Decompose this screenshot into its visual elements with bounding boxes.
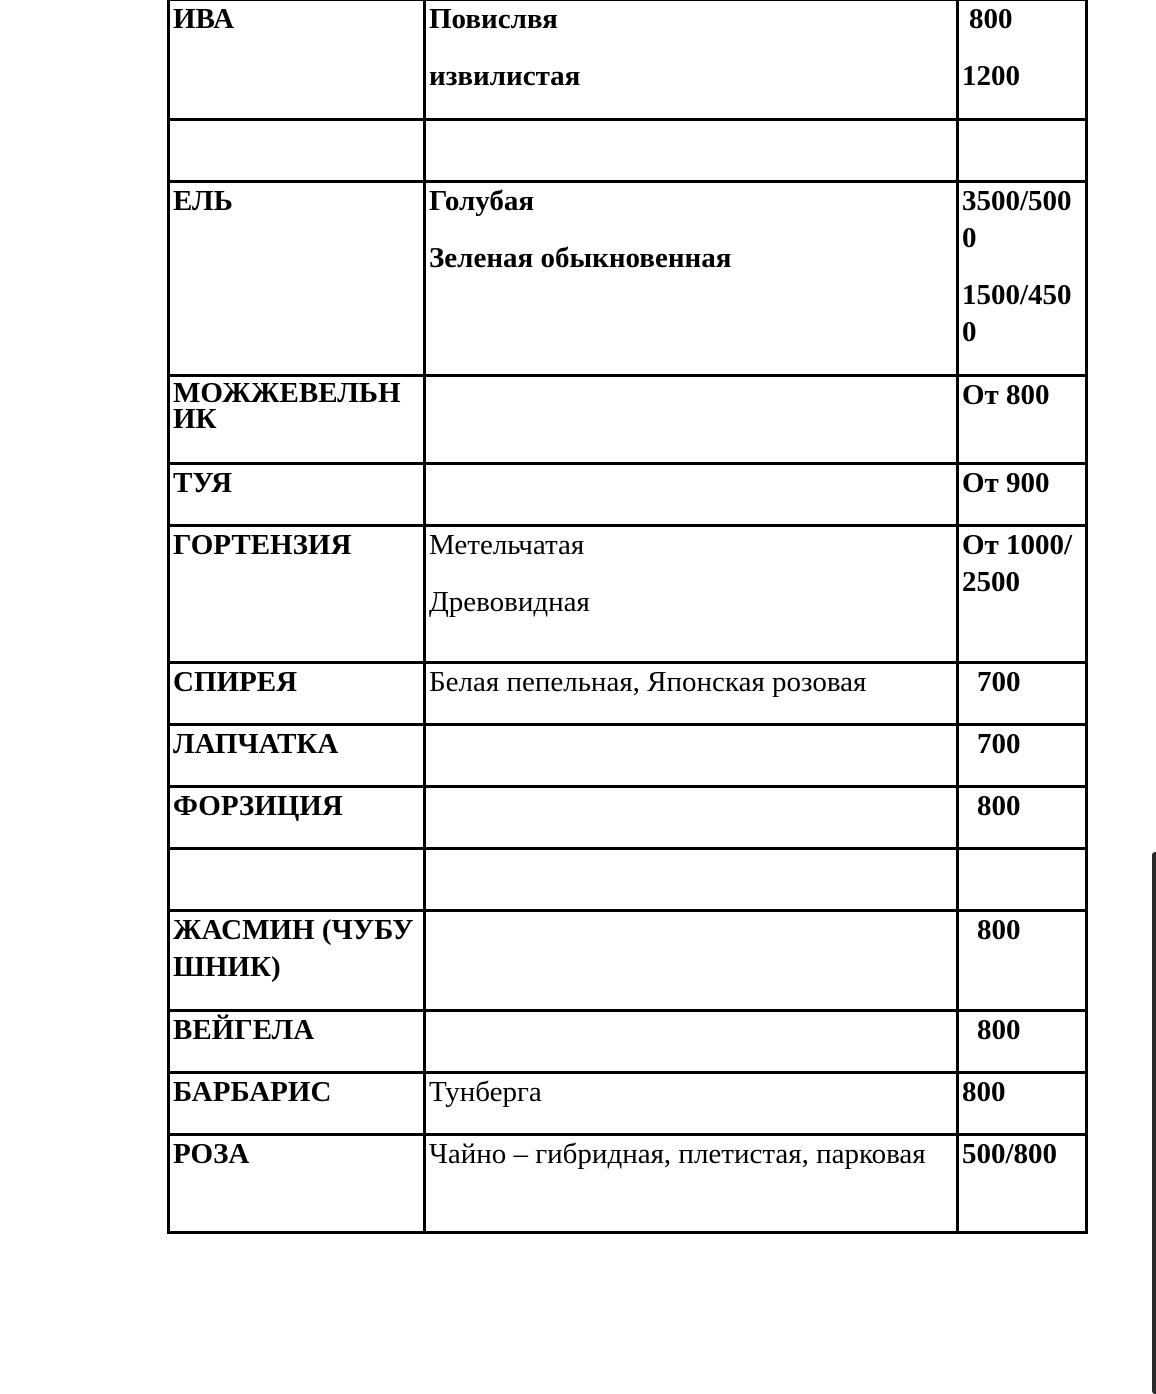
price-text: 800 <box>977 914 1021 946</box>
plant-name: ФОРЗИЦИЯ <box>173 790 343 822</box>
variety-text: Белая пепельная, Японская розовая <box>429 666 867 698</box>
table-row <box>169 182 1087 376</box>
plant-name-cell <box>169 464 425 526</box>
plant-name: ЕЛЬ <box>173 185 233 217</box>
price-text: 800 <box>977 1014 1021 1046</box>
plant-name-cell <box>169 1073 425 1135</box>
variety-text: Чайно – гибридная, плетистая, парковая <box>429 1138 926 1170</box>
price-cell <box>958 120 1087 182</box>
price-text: От 900 <box>962 467 1050 499</box>
table-row <box>169 663 1087 725</box>
table-row <box>169 120 1087 182</box>
price-cell <box>958 911 1087 1011</box>
variety-cell <box>425 787 958 849</box>
plant-name-cell <box>169 725 425 787</box>
price-cell <box>958 663 1087 725</box>
plant-name-cell <box>169 526 425 663</box>
price-text: 700 <box>977 728 1021 760</box>
variety-cell <box>425 1135 958 1233</box>
table-row <box>169 725 1087 787</box>
variety-cell <box>425 663 958 725</box>
variety-text: Повислвя <box>429 3 558 35</box>
price-text: 1200 <box>962 60 1020 92</box>
price-text: От 1000/2500 <box>962 529 1073 598</box>
price-text: 500/800 <box>962 1138 1058 1170</box>
plant-price-table <box>167 0 1088 1234</box>
price-list-page <box>167 0 1085 1234</box>
variety-cell <box>425 120 958 182</box>
price-cell <box>958 182 1087 376</box>
plant-name: ТУЯ <box>173 467 233 499</box>
plant-name: ГОРТЕНЗИЯ <box>173 529 352 561</box>
plant-name: РОЗА <box>173 1138 250 1170</box>
variety-text: Метельчатая <box>429 529 585 561</box>
plant-name: ЖАСМИН (ЧУБУШНИК) <box>173 914 414 983</box>
table-row <box>169 376 1087 464</box>
plant-name-cell <box>169 663 425 725</box>
variety-text: Древовидная <box>429 586 590 618</box>
price-cell <box>958 526 1087 663</box>
price-cell <box>958 725 1087 787</box>
plant-name-cell <box>169 787 425 849</box>
price-text: 700 <box>977 666 1021 698</box>
variety-cell <box>425 725 958 787</box>
variety-text: Зеленая обыкновенная <box>429 242 732 274</box>
variety-cell <box>425 526 958 663</box>
table-row <box>169 526 1087 663</box>
variety-cell <box>425 182 958 376</box>
price-cell <box>958 1011 1087 1073</box>
plant-name-cell <box>169 1011 425 1073</box>
variety-cell <box>425 464 958 526</box>
table-row <box>169 911 1087 1011</box>
plant-name-cell <box>169 1135 425 1233</box>
variety-text: извилистая <box>429 60 581 92</box>
price-cell <box>958 1 1087 120</box>
vertical-scrollbar[interactable] <box>1152 852 1156 1394</box>
table-row <box>169 1011 1087 1073</box>
price-cell <box>958 376 1087 464</box>
plant-name: МОЖЖЕВЕЛЬНИК <box>173 377 401 435</box>
plant-name-cell <box>169 1 425 120</box>
table-row <box>169 1135 1087 1233</box>
price-text: 800 <box>977 790 1021 822</box>
price-text: 800 <box>962 1076 1006 1108</box>
plant-name: ЛАПЧАТКА <box>173 728 339 760</box>
variety-cell <box>425 1011 958 1073</box>
plant-name-cell <box>169 182 425 376</box>
price-cell <box>958 1073 1087 1135</box>
price-text: 3500/5000 <box>962 185 1072 254</box>
table-body <box>169 1 1087 1233</box>
plant-name-cell <box>169 911 425 1011</box>
variety-cell <box>425 911 958 1011</box>
price-text: 800 <box>969 3 1013 35</box>
plant-name: БАРБАРИС <box>173 1076 332 1108</box>
plant-name: ИВА <box>173 3 235 35</box>
price-cell <box>958 849 1087 911</box>
variety-cell <box>425 1073 958 1135</box>
plant-name-cell <box>169 376 425 464</box>
plant-name: ВЕЙГЕЛА <box>173 1014 315 1046</box>
price-text: От 800 <box>962 379 1050 411</box>
table-row <box>169 1 1087 120</box>
table-row <box>169 1073 1087 1135</box>
table-row <box>169 787 1087 849</box>
plant-name: СПИРЕЯ <box>173 666 298 698</box>
plant-name-cell <box>169 120 425 182</box>
table-row <box>169 849 1087 911</box>
price-cell <box>958 1135 1087 1233</box>
variety-cell <box>425 376 958 464</box>
price-text: 1500/4500 <box>962 279 1072 348</box>
variety-text: Тунберга <box>429 1076 542 1108</box>
price-cell <box>958 787 1087 849</box>
price-cell <box>958 464 1087 526</box>
variety-cell <box>425 849 958 911</box>
variety-text: Голубая <box>429 185 535 217</box>
plant-name-cell <box>169 849 425 911</box>
table-row <box>169 464 1087 526</box>
variety-cell <box>425 1 958 120</box>
